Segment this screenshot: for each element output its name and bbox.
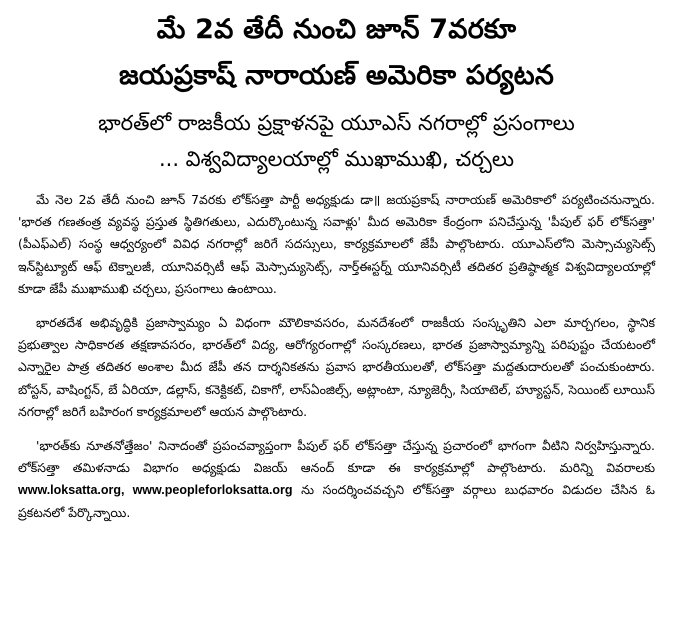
paragraph-1: మే నెల 2వ తేదీ నుంచి జూన్ 7వరకు లోక్‌సత్తా పార్టీ అధ్యక్షుడు డా॥ జయప్రకాష్ నారాయణ్ అమెరికాలో పర్యటించనున్నారు. 'భారత గణతంత్ర వ్యవస్థ ప్రస్తుత స్థితిగతులు, ఎదుర్కొంటున్న సవాళ్లు' మీద అమెరికా కేంద్రంగా పనిచేస్తున్న 'పీపుల్ ఫర్ లోక్‌సత్తా' (పీఎఫ్ఎల్) సంస్థ ఆధ్వర్యంలో వివిధ నగరాల్లో జరిగే సదస్సులు, కార్యక్రమాలలో జేపీ పాల్గొంటారు. యూఎస్‌లోని మెస్సాచ్యుసెట్స్ ఇన్‌స్టిట్యూట్ ఆఫ్ టెక్నాలజీ, యూనివర్సిటీ ఆఫ్ మెస్సాచ్యుసెట్స్, నార్త్‌ఈస్టర్న్ యూనివర్సిటీ తదితర ప్రతిష్ఠాత్మక విశ్వవిద్యాలయాల్లో కూడా జేపీ ముఖాముఖి చర్చలు, ప్రసంగాలు ఉంటాయి. [18,192,655,296]
loksatta-website-link[interactable]: www.loksatta.org [18,483,122,498]
paragraph-3 [18,435,655,524]
subheadline-line-2: ... విశ్వవిద్యాలయాల్లో ముఖాముఖి, చర్చలు [158,147,515,171]
article-body [0,177,673,524]
link-separator: , [121,483,133,498]
paragraph-2: భారతదేశ అభివృద్ధికి ప్రజాస్వామ్యం ఏ విధంగా మౌలికావసరం, మనదేశంలో రాజకీయ సంస్కృతిని ఎలా మార్చగలం, స్థానిక ప్రభుత్వాల సాధికారత తక్షణావసరం, భారత్‌లో విద్య, ఆరోగ్యరంగాల్లో సంస్కరణలు, భారత ప్రజాస్వామ్యాన్ని పరిపుష్టం చేయటంలో ఎన్నారైల పాత్ర తదితర అంశాల మీద జేపీ తన దార్శనికతను ప్రవాస భారతీయులతో, లోక్‌సత్తా మద్దతుదారులతో పంచుకుంటారు. బోస్టన్, వాషింగ్టన్, బే ఏరియా, డల్లాస్, కనెక్టికట్, చికాగో, లాస్ఏంజిల్స్, అట్లాంటా, న్యూజెర్సీ, సియాటెల్, హ్యూస్టన్, సెయింట్ లూయిస్ నగరాల్లో జరిగే బహిరంగ కార్యక్రమాలలో ఆయన పాల్గొంటారు. [18,315,655,419]
headline-line-2: జయప్రకాష్ నారాయణ్ అమెరికా పర్యటన [118,60,554,91]
paragraph-3-text-end: ను సందర్శించవచ్చని లోక్‌సత్తా వర్గాలు బుధవారం విడుదల చేసిన ఓ ప్రకటనలో పేర్కొన్నాయి. [18,482,655,520]
paragraph-3-text-start: 'భారత్‌కు నూతనోత్తేజం' నినాదంతో ప్రపంచవ్యాప్తంగా పీపుల్ ఫర్ లోక్‌సత్తా చేస్తున్న ప్రచారంలో భాగంగా వీటిని నిర్వహిస్తున్నారు. లోక్‌సత్తా తమిళనాడు విభాగం అధ్యక్షుడు విజయ్ ఆనంద్ కూడా ఈ కార్యక్రమాల్లో పాల్గొంటారు. మరిన్ని వివరాలకు [18,438,655,476]
peopleforloksatta-website-link[interactable]: www.peopleforloksatta.org [132,483,293,498]
subheadline-line-1: భారత్‌లో రాజకీయ ప్రక్షాళనపై యూఎస్ నగరాల్లో ప్రసంగాలు [98,111,575,135]
headline-line-1: మే 2వ తేదీ నుంచి జూన్ 7వరకూ [156,14,517,45]
subheadline [0,105,673,177]
